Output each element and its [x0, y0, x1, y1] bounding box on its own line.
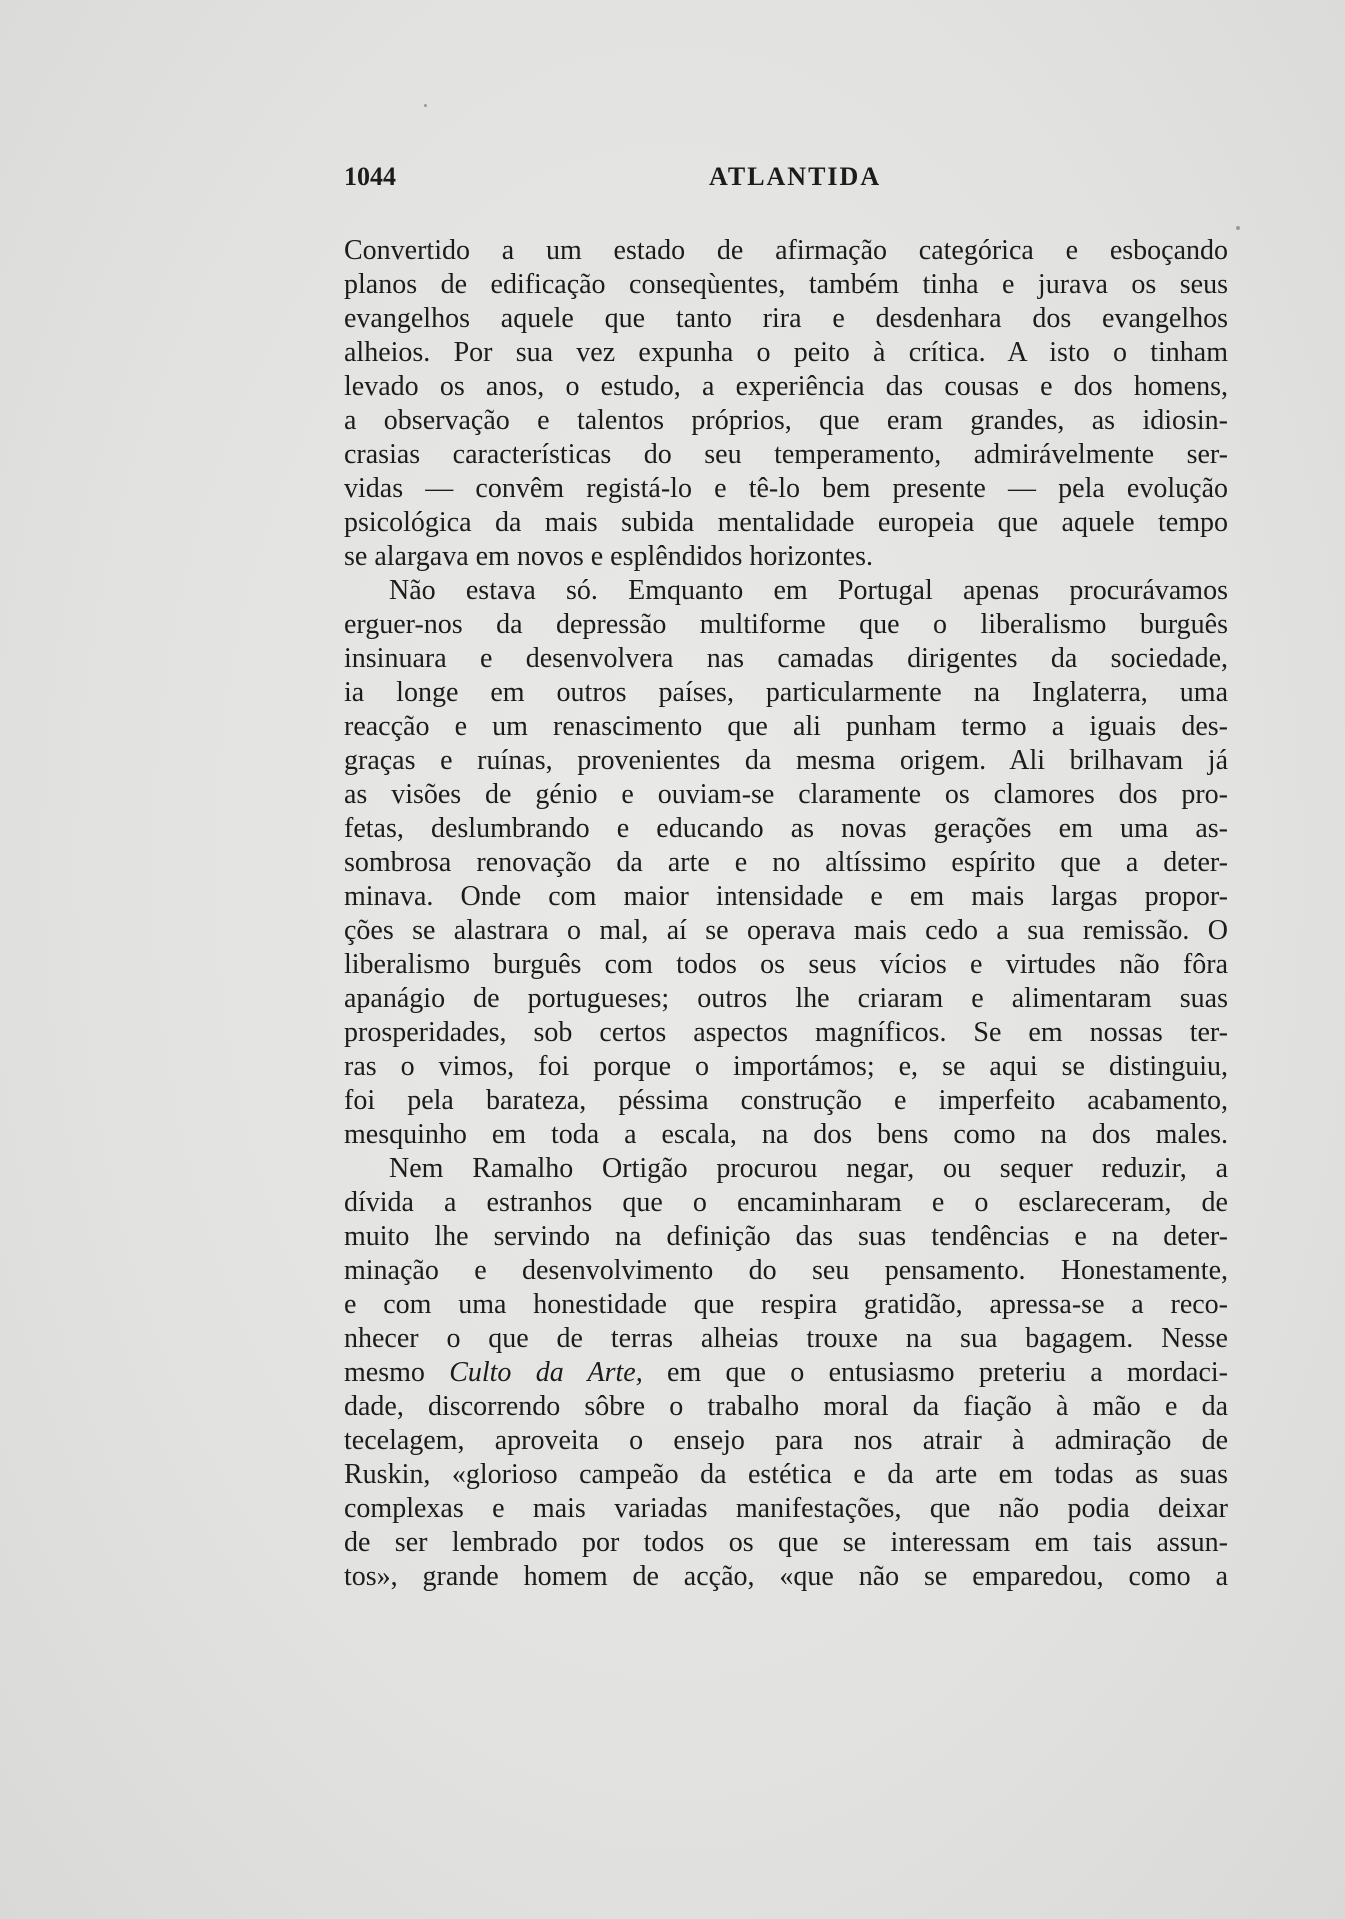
text-line: levado os anos, o estudo, a experiência das cousas e dos homens,: [344, 371, 1228, 402]
page-number: 1044: [344, 162, 396, 191]
text-line: e com uma honestidade que respira gratidão, apressa-se a reco-: [344, 1289, 1228, 1320]
text-line: graças e ruínas, provenientes da mesma origem. Ali brilhavam já: [344, 745, 1228, 776]
text-line: [344, 1356, 1228, 1390]
text-line: tecelagem, aproveita o ensejo para nos atrair à admiração de: [344, 1425, 1228, 1456]
text-line: ções se alastrara o mal, aí se operava mais cedo a sua remissão. O: [344, 915, 1228, 946]
paper-speck: [424, 104, 427, 107]
text-line: vidas — convêm registá-lo e tê-lo bem presente — pela evolução: [344, 473, 1228, 504]
paper-speck: [1236, 226, 1240, 230]
text-line: ras o vimos, foi porque o importámos; e, se aqui se distinguiu,: [344, 1051, 1228, 1082]
text-line: as visões de génio e ouviam-se claramente os clamores dos pro-: [344, 779, 1228, 810]
text-line: fetas, deslumbrando e educando as novas gerações em uma as-: [344, 813, 1228, 844]
text-line: de ser lembrado por todos os que se interessam em tais assun-: [344, 1527, 1228, 1558]
text-line: erguer-nos da depressão multiforme que o liberalismo burguês: [344, 609, 1228, 640]
book-title-italic: Culto da Arte,: [449, 1357, 643, 1388]
text-line: nhecer o que de terras alheias trouxe na sua bagagem. Nesse: [344, 1323, 1228, 1354]
text-line: prosperidades, sob certos aspectos magníficos. Se em nossas ter-: [344, 1017, 1228, 1048]
text-line: dívida a estranhos que o encaminharam e o esclareceram, de: [344, 1187, 1228, 1218]
text-line: foi pela barateza, péssima construção e imperfeito acabamento,: [344, 1085, 1228, 1116]
text-line: Convertido a um estado de afirmação categórica e esboçando: [344, 235, 1228, 266]
text-fragment: em que o entusiasmo preteriu a mordaci-: [642, 1357, 1228, 1388]
text-line: mesquinho em toda a escala, na dos bens como na dos males.: [344, 1119, 1228, 1150]
text-line: crasias características do seu temperamento, admirávelmente ser-: [344, 439, 1228, 470]
text-line: psicológica da mais subida mentalidade europeia que aquele tempo: [344, 507, 1228, 538]
text-line: se alargava em novos e esplêndidos horizontes.: [344, 541, 874, 572]
text-line: complexas e mais variadas manifestações, que não podia deixar: [344, 1493, 1228, 1524]
text-line: minava. Onde com maior intensidade e em mais largas propor-: [344, 881, 1228, 912]
text-fragment: mesmo: [344, 1357, 450, 1388]
text-line: evangelhos aquele que tanto rira e desdenhara dos evangelhos: [344, 303, 1228, 334]
running-title: ATLANTIDA: [709, 162, 882, 191]
text-line: insinuara e desenvolvera nas camadas dirigentes da sociedade,: [344, 643, 1228, 674]
text-line: alheios. Por sua vez expunha o peito à crítica. A isto o tinham: [344, 337, 1228, 368]
text-line: Ruskin, «glorioso campeão da estética e da arte em todas as suas: [344, 1459, 1228, 1490]
text-line: planos de edificação conseqùentes, também tinha e jurava os seus: [344, 269, 1228, 300]
text-line: apanágio de portugueses; outros lhe criaram e alimentaram suas: [344, 983, 1228, 1014]
text-line: liberalismo burguês com todos os seus vícios e virtudes não fôra: [344, 949, 1228, 980]
text-line: tos», grande homem de acção, «que não se emparedou, como a: [344, 1561, 1228, 1592]
text-line: ia longe em outros países, particularmente na Inglaterra, uma: [344, 677, 1228, 708]
text-line: Não estava só. Emquanto em Portugal apenas procurávamos: [389, 575, 1228, 606]
text-line: a observação e talentos próprios, que eram grandes, as idiosin-: [344, 405, 1228, 436]
text-line: Nem Ramalho Ortigão procurou negar, ou sequer reduzir, a: [389, 1153, 1228, 1184]
text-line: reacção e um renascimento que ali punham termo a iguais des-: [344, 711, 1228, 742]
text-line: minação e desenvolvimento do seu pensamento. Honestamente,: [344, 1255, 1228, 1286]
text-line: sombrosa renovação da arte e no altíssimo espírito que a deter-: [344, 847, 1228, 878]
text-line: muito lhe servindo na definição das suas tendências e na deter-: [344, 1221, 1228, 1252]
running-header: [344, 162, 1228, 202]
text-line: dade, discorrendo sôbre o trabalho moral da fiação à mão e da: [344, 1391, 1228, 1422]
body-text: [344, 234, 1228, 1594]
